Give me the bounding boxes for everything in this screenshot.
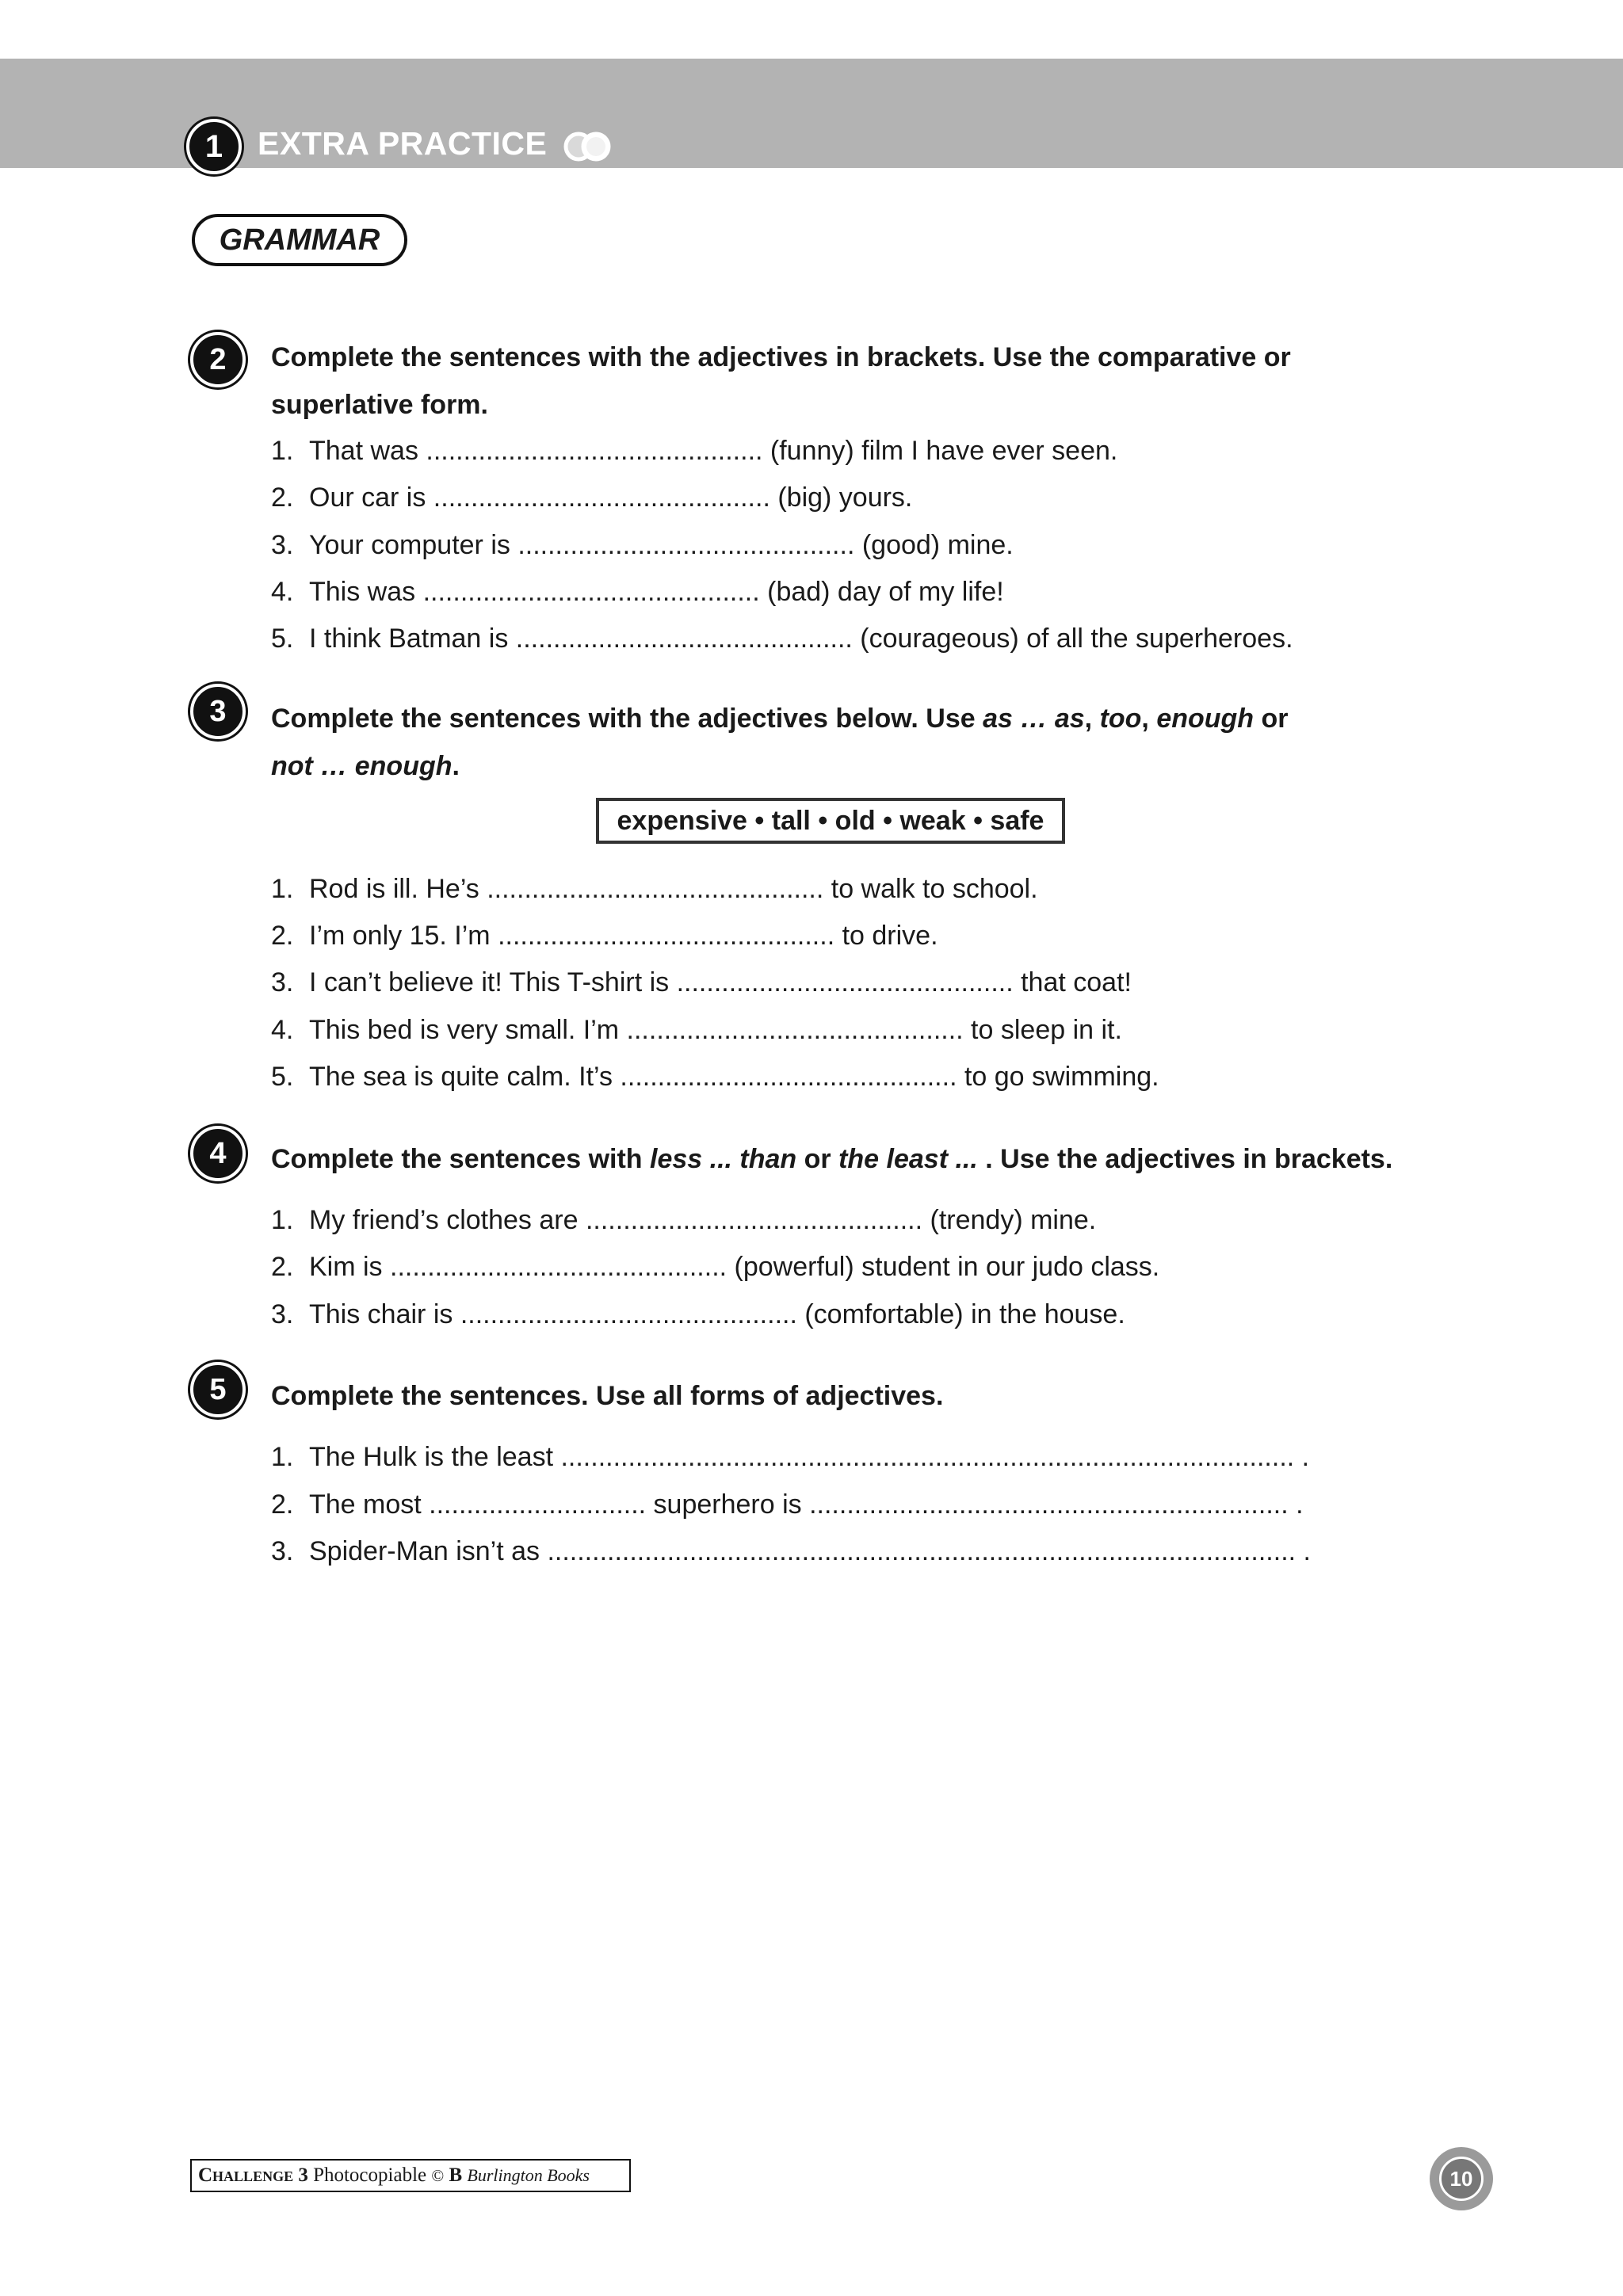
exercise-item: [271, 1489, 1304, 1520]
item-number: 3.: [271, 967, 294, 997]
exercise-item: [271, 1205, 1096, 1236]
item-number: 5.: [271, 1062, 294, 1092]
item-text: This bed is very small. I’m ............................................. to sleep in it.: [309, 1015, 1122, 1045]
item-text: Kim is ............................................. (powerful) student in our judo class.: [309, 1252, 1160, 1282]
footer-brand: Challenge 3: [198, 2164, 308, 2186]
unit-number-badge: 1: [186, 119, 242, 174]
item-number: 5.: [271, 624, 294, 654]
exercise-item: [271, 921, 938, 952]
item-text: I can’t believe it! This T-shirt is ............................................. that coat!: [309, 967, 1132, 997]
item-text: This was ............................................. (bad) day of my life!: [309, 577, 1004, 607]
exercise-item: [271, 967, 1132, 998]
instruction-text: ,: [1141, 704, 1157, 734]
instruction-emphasis: as … as: [983, 704, 1085, 734]
exercise-item: [271, 1299, 1125, 1330]
exercise-number-badge: 2: [190, 332, 246, 387]
instruction-text: .: [452, 751, 460, 781]
item-number: 2.: [271, 1252, 294, 1282]
exercise-instruction: [271, 334, 1291, 429]
exercise-number-badge: 4: [190, 1126, 246, 1181]
section-label: GRAMMAR: [192, 214, 407, 266]
item-number: 1.: [271, 1442, 294, 1472]
item-text: Rod is ill. He’s ............................................. to walk to school.: [309, 874, 1038, 904]
item-text: I’m only 15. I’m ............................................. to drive.: [309, 921, 938, 951]
instruction-text: Complete the sentences with: [271, 1144, 650, 1174]
item-number: 1.: [271, 436, 294, 466]
exercise-item: [271, 436, 1117, 467]
item-number: 4.: [271, 1015, 294, 1045]
exercise-item: [271, 1062, 1159, 1093]
item-number: 1.: [271, 1205, 294, 1235]
instruction-line: superlative form.: [271, 390, 488, 420]
publisher-logo-icon: B: [449, 2164, 463, 2186]
instruction-text: ,: [1084, 704, 1100, 734]
exercise-item: [271, 1015, 1122, 1046]
exercise-item: [271, 874, 1038, 905]
exercise-item: [271, 1442, 1309, 1473]
instruction-text: or: [796, 1144, 839, 1174]
page-number-badge: [1430, 2147, 1493, 2210]
page-number: 10: [1439, 2157, 1484, 2201]
footer-publisher: Burlington Books: [467, 2165, 590, 2185]
instruction-text: . Use the adjectives in brackets.: [977, 1144, 1393, 1174]
item-number: 1.: [271, 874, 294, 904]
item-text: The most ............................. superhero is ................................................................ .: [309, 1489, 1304, 1520]
header-bar: [0, 59, 1623, 168]
footer-photocopiable: Photocopiable: [313, 2164, 427, 2186]
item-text: Spider-Man isn’t as .................................................................................................... .: [309, 1536, 1311, 1566]
item-text: The Hulk is the least .................................................................................................. .: [309, 1442, 1310, 1472]
exercise-item: [271, 1252, 1159, 1283]
item-number: 3.: [271, 530, 294, 560]
exercise-number-badge: 3: [190, 684, 246, 739]
footer-credit: [190, 2159, 631, 2192]
exercise-item: [271, 624, 1293, 654]
item-number: 3.: [271, 1536, 294, 1566]
word-box: expensive • tall • old • weak • safe: [596, 798, 1065, 844]
item-number: 3.: [271, 1299, 294, 1329]
exercise-instruction: [271, 695, 1289, 790]
instruction-emphasis: not … enough: [271, 751, 453, 781]
exercise-item: [271, 482, 912, 513]
item-text: My friend’s clothes are ............................................. (trendy) mine.: [309, 1205, 1097, 1235]
item-text: This chair is ............................................. (comfortable) in the house.: [309, 1299, 1125, 1329]
page-title: EXTRA PRACTICE: [258, 125, 548, 162]
exercise-item: [271, 1536, 1311, 1567]
item-number: 4.: [271, 577, 294, 607]
instruction-emphasis: the least ...: [838, 1144, 978, 1174]
instruction-line: Complete the sentences with the adjectives in brackets. Use the comparative or: [271, 342, 1291, 372]
instruction-text: Complete the sentences with the adjectives below. Use: [271, 704, 983, 734]
instruction-text: or: [1254, 704, 1289, 734]
instruction-emphasis: less ... than: [650, 1144, 797, 1174]
item-number: 2.: [271, 921, 294, 951]
item-text: I think Batman is ............................................. (courageous) of all the superheroes.: [309, 624, 1293, 654]
item-number: 2.: [271, 482, 294, 513]
item-text: That was ............................................. (funny) film I have ever seen.: [309, 436, 1118, 466]
exercise-instruction: Complete the sentences. Use all forms of adjectives.: [271, 1381, 944, 1411]
exercise-item: [271, 530, 1014, 561]
item-text: Our car is ............................................. (big) yours.: [309, 482, 913, 513]
item-number: 2.: [271, 1489, 294, 1520]
instruction-emphasis: enough: [1156, 704, 1254, 734]
item-text: The sea is quite calm. It’s ............................................. to go swimming.: [309, 1062, 1159, 1092]
copyright-symbol: ©: [431, 2165, 445, 2185]
exercise-number-badge: 5: [190, 1362, 246, 1417]
double-ring-icon: [563, 131, 613, 162]
item-text: Your computer is ............................................. (good) mine.: [309, 530, 1014, 560]
instruction-emphasis: too: [1099, 704, 1142, 734]
exercise-item: [271, 577, 1004, 608]
exercise-instruction: [271, 1135, 1392, 1183]
